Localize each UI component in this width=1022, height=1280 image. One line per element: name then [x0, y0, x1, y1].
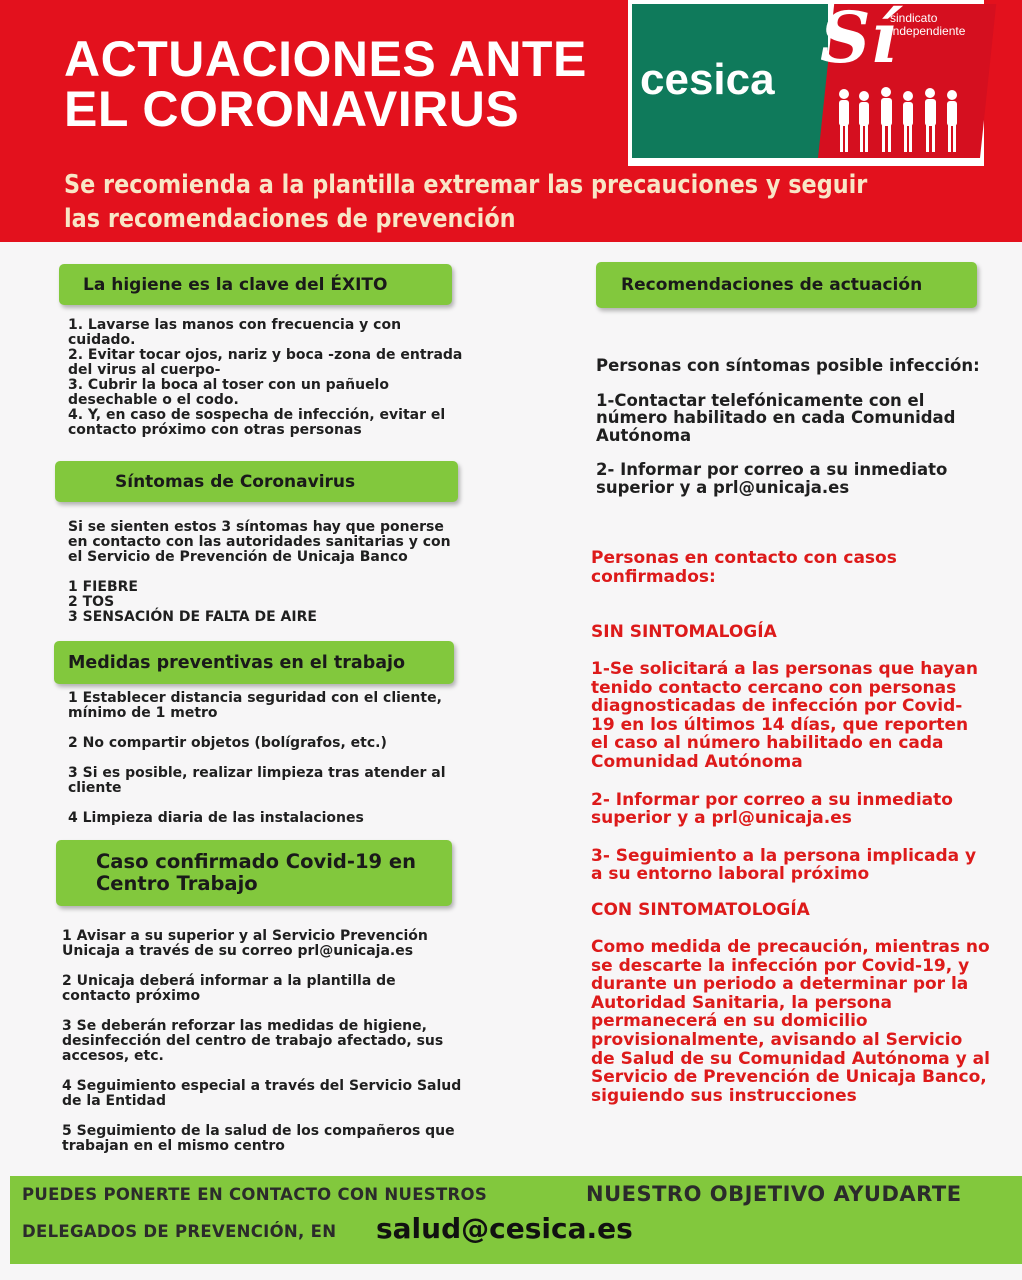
list-item: 2 TOS	[68, 594, 115, 610]
page-title	[64, 31, 587, 137]
logo-name: cesica	[640, 55, 775, 104]
list-item: 2 Unicaja deberá informar a la plantilla de contacto próximo	[62, 973, 396, 1004]
list-item: 2 No compartir objetos (bolígrafos, etc.)	[68, 735, 387, 751]
logo-tagline-1: sindicato	[890, 11, 938, 25]
logo-tagline-2: independiente	[890, 24, 966, 38]
symptoms-heading	[55, 461, 458, 502]
list-item: 1. Lavarse las manos con frecuencia y con cuidado.	[68, 317, 402, 348]
list-item: 5 Seguimiento de la salud de los compañeros que trabajan en el mismo centro	[62, 1123, 455, 1154]
list-item: 2. Evitar tocar ojos, nariz y boca -zona de entrada del virus al cuerpo-	[68, 347, 463, 378]
footer-goal: NUESTRO OBJETIVO AYUDARTE	[586, 1182, 962, 1206]
contact-email-link[interactable]: salud@cesica.es	[376, 1212, 633, 1245]
hygiene-heading	[59, 264, 452, 305]
list-item: 3. Cubrir la boca al toser con un pañuelo desechable o el codo.	[68, 377, 389, 408]
footer-line-2: DELEGADOS DE PREVENCIÓN, EN	[22, 1222, 337, 1241]
list-item: 3- Seguimiento a la persona implicada y a su entorno laboral próximo	[591, 845, 977, 885]
recommendations-heading-text: Recomendaciones de actuación	[621, 275, 923, 295]
hygiene-heading-text: La higiene es la clave del ÉXITO	[83, 274, 388, 295]
list-item: 3 Se deberán reforzar las medidas de higiene, desinfección del centro de trabajo afectado, sus accesos, etc.	[62, 1018, 444, 1064]
symptoms-list	[68, 520, 464, 625]
list-item: 3 Si es posible, realizar limpieza tras atender al cliente	[68, 765, 446, 796]
cesica-logo	[628, 0, 984, 166]
logo-mark: Sí	[820, 0, 898, 79]
list-item: 2- Informar por correo a su inmediato superior y a prl@unicaja.es	[591, 789, 953, 829]
title-line-1: ACTUACIONES ANTE	[64, 31, 587, 87]
recommendations-heading	[596, 262, 977, 308]
symptoms-heading-text: Síntomas de Coronavirus	[115, 471, 356, 492]
symptoms-intro: Si se sienten estos 3 síntomas hay que ponerse en contacto con las autoridades sanitarias y con el Servicio de Prevención de Unicaja Banco	[68, 519, 451, 565]
footer-banner	[10, 1176, 1022, 1264]
list-item: 4. Y, en caso de sospecha de infección, evitar el contacto próximo con otras personas	[68, 407, 446, 438]
header-banner	[0, 0, 1022, 242]
title-line-2: EL CORONAVIRUS	[64, 81, 520, 137]
confirmed-heading-line-2: Centro Trabajo	[96, 872, 258, 895]
list-item: 1-Contactar telefónicamente con el número habilitado en cada Comunidad Autónoma	[596, 390, 956, 445]
no-symptoms-list	[591, 660, 983, 884]
logo-tagline	[890, 12, 965, 38]
list-item: 4 Seguimiento especial a través del Servicio Salud de la Entidad	[62, 1078, 462, 1109]
people-silhouettes-icon	[834, 86, 974, 154]
confirmed-heading	[56, 840, 452, 906]
footer-line-1: PUEDES PONERTE EN CONTACTO CON NUESTROS	[22, 1185, 488, 1204]
subtitle-line-2: las recomendaciones de prevención	[64, 204, 516, 234]
recommendations-list	[596, 357, 996, 496]
no-symptoms-heading: SIN SINTOMALOGÍA	[591, 622, 777, 642]
measures-heading	[54, 641, 454, 684]
list-item: 1 Avisar a su superior y al Servicio Prevención Unicaja a través de su correo prl@unicaja.es	[62, 928, 428, 959]
confirmed-list	[62, 929, 462, 1154]
list-item: 1-Se solicitará a las personas que hayan tenido contacto cercano con personas diagnosticadas de infección por Covid-19 en los últimos 14 días, que reporten el caso al número habilitado en cada Comunidad Autónoma	[591, 659, 978, 772]
contacts-heading: Personas en contacto con casos confirmados:	[591, 548, 897, 587]
list-item: 4 Limpieza diaria de las instalaciones	[68, 810, 364, 826]
symptoms-present-heading: CON SINTOMATOLOGÍA	[591, 900, 810, 920]
list-item: 2- Informar por correo a su inmediato superior y a prl@unicaja.es	[596, 460, 948, 497]
list-item: 1 Establecer distancia seguridad con el cliente, mínimo de 1 metro	[68, 690, 442, 721]
measures-list	[68, 691, 452, 826]
hygiene-list	[68, 318, 468, 438]
list-item: 1 FIEBRE	[68, 579, 138, 595]
page-subtitle	[64, 168, 872, 236]
measures-heading-text: Medidas preventivas en el trabajo	[68, 652, 406, 673]
symptoms-present-text: Como medida de precaución, mientras no se descarte la infección por Covid-19, y durante un periodo a determinar por la Autoridad Sanitaria, la persona permanecerá en su domicilio provisionalmente, avisando al Servicio de Salud de su Comunidad Autónoma y al Servicio de Prevención de Unicaja Banco, siguiendo sus instrucciones	[591, 937, 990, 1106]
recommendations-lead: Personas con síntomas posible infección:	[596, 356, 980, 375]
confirmed-heading-line-1: Caso confirmado Covid-19 en	[96, 850, 416, 873]
subtitle-line-1: Se recomienda a la plantilla extremar las precauciones y seguir	[64, 170, 868, 200]
list-item: 3 SENSACIÓN DE FALTA DE AIRE	[68, 609, 317, 625]
